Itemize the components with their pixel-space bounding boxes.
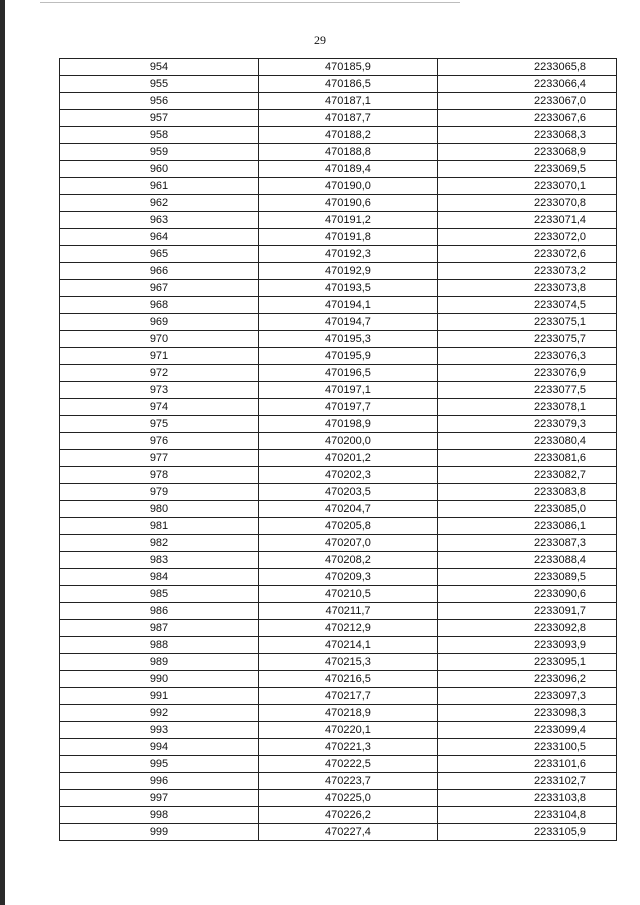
y-coordinate-cell: 2233079,3: [438, 416, 617, 433]
x-coordinate-cell: 470227,4: [259, 824, 438, 841]
y-coordinate-cell: 2233078,1: [438, 399, 617, 416]
table-row: [60, 620, 617, 637]
table-row: [60, 93, 617, 110]
y-coordinate-cell: 2233073,2: [438, 263, 617, 280]
y-coordinate-cell: 2233087,3: [438, 535, 617, 552]
x-coordinate-cell: 470186,5: [259, 76, 438, 93]
table-row: [60, 671, 617, 688]
point-number-cell: 991: [60, 688, 259, 705]
x-coordinate-cell: 470222,5: [259, 756, 438, 773]
table-row: [60, 654, 617, 671]
y-coordinate-cell: 2233092,8: [438, 620, 617, 637]
y-coordinate-cell: 2233097,3: [438, 688, 617, 705]
table-row: [60, 484, 617, 501]
table-row: [60, 450, 617, 467]
point-number-cell: 979: [60, 484, 259, 501]
point-number-cell: 995: [60, 756, 259, 773]
point-number-cell: 973: [60, 382, 259, 399]
y-coordinate-cell: 2233066,4: [438, 76, 617, 93]
table-row: [60, 382, 617, 399]
x-coordinate-cell: 470208,2: [259, 552, 438, 569]
y-coordinate-cell: 2233100,5: [438, 739, 617, 756]
point-number-cell: 992: [60, 705, 259, 722]
y-coordinate-cell: 2233095,1: [438, 654, 617, 671]
x-coordinate-cell: 470197,1: [259, 382, 438, 399]
y-coordinate-cell: 2233075,1: [438, 314, 617, 331]
table-row: [60, 127, 617, 144]
x-coordinate-cell: 470209,3: [259, 569, 438, 586]
table-row: [60, 569, 617, 586]
point-number-cell: 957: [60, 110, 259, 127]
point-number-cell: 993: [60, 722, 259, 739]
point-number-cell: 985: [60, 586, 259, 603]
point-number-cell: 997: [60, 790, 259, 807]
point-number-cell: 966: [60, 263, 259, 280]
y-coordinate-cell: 2233089,5: [438, 569, 617, 586]
point-number-cell: 960: [60, 161, 259, 178]
x-coordinate-cell: 470212,9: [259, 620, 438, 637]
y-coordinate-cell: 2233096,2: [438, 671, 617, 688]
table-row: [60, 263, 617, 280]
point-number-cell: 955: [60, 76, 259, 93]
table-row: [60, 178, 617, 195]
x-coordinate-cell: 470191,8: [259, 229, 438, 246]
y-coordinate-cell: 2233105,9: [438, 824, 617, 841]
table-row: [60, 331, 617, 348]
point-number-cell: 976: [60, 433, 259, 450]
y-coordinate-cell: 2233090,6: [438, 586, 617, 603]
table-row: [60, 535, 617, 552]
x-coordinate-cell: 470210,5: [259, 586, 438, 603]
table-row: [60, 790, 617, 807]
y-coordinate-cell: 2233085,0: [438, 501, 617, 518]
point-number-cell: 972: [60, 365, 259, 382]
x-coordinate-cell: 470217,7: [259, 688, 438, 705]
y-coordinate-cell: 2233083,8: [438, 484, 617, 501]
x-coordinate-cell: 470226,2: [259, 807, 438, 824]
table-row: [60, 501, 617, 518]
table-row: [60, 144, 617, 161]
x-coordinate-cell: 470198,9: [259, 416, 438, 433]
table-row: [60, 467, 617, 484]
point-number-cell: 961: [60, 178, 259, 195]
point-number-cell: 981: [60, 518, 259, 535]
x-coordinate-cell: 470188,2: [259, 127, 438, 144]
point-number-cell: 956: [60, 93, 259, 110]
y-coordinate-cell: 2233082,7: [438, 467, 617, 484]
table-row: [60, 552, 617, 569]
x-coordinate-cell: 470195,9: [259, 348, 438, 365]
x-coordinate-cell: 470187,7: [259, 110, 438, 127]
point-number-cell: 971: [60, 348, 259, 365]
x-coordinate-cell: 470200,0: [259, 433, 438, 450]
point-number-cell: 984: [60, 569, 259, 586]
table-row: [60, 59, 617, 76]
y-coordinate-cell: 2233072,0: [438, 229, 617, 246]
y-coordinate-cell: 2233098,3: [438, 705, 617, 722]
x-coordinate-cell: 470218,9: [259, 705, 438, 722]
x-coordinate-cell: 470220,1: [259, 722, 438, 739]
y-coordinate-cell: 2233067,0: [438, 93, 617, 110]
y-coordinate-cell: 2233104,8: [438, 807, 617, 824]
x-coordinate-cell: 470202,3: [259, 467, 438, 484]
point-number-cell: 969: [60, 314, 259, 331]
x-coordinate-cell: 470196,5: [259, 365, 438, 382]
y-coordinate-cell: 2233099,4: [438, 722, 617, 739]
x-coordinate-cell: 470189,4: [259, 161, 438, 178]
point-number-cell: 974: [60, 399, 259, 416]
x-coordinate-cell: 470191,2: [259, 212, 438, 229]
x-coordinate-cell: 470221,3: [259, 739, 438, 756]
x-coordinate-cell: 470207,0: [259, 535, 438, 552]
y-coordinate-cell: 2233080,4: [438, 433, 617, 450]
y-coordinate-cell: 2233086,1: [438, 518, 617, 535]
y-coordinate-cell: 2233075,7: [438, 331, 617, 348]
y-coordinate-cell: 2233103,8: [438, 790, 617, 807]
table-row: [60, 161, 617, 178]
point-number-cell: 998: [60, 807, 259, 824]
point-number-cell: 954: [60, 59, 259, 76]
point-number-cell: 964: [60, 229, 259, 246]
table-row: [60, 229, 617, 246]
point-number-cell: 987: [60, 620, 259, 637]
x-coordinate-cell: 470187,1: [259, 93, 438, 110]
point-number-cell: 996: [60, 773, 259, 790]
y-coordinate-cell: 2233071,4: [438, 212, 617, 229]
table-row: [60, 773, 617, 790]
point-number-cell: 962: [60, 195, 259, 212]
table-row: [60, 722, 617, 739]
y-coordinate-cell: 2233073,8: [438, 280, 617, 297]
table-row: [60, 399, 617, 416]
x-coordinate-cell: 470185,9: [259, 59, 438, 76]
x-coordinate-cell: 470190,0: [259, 178, 438, 195]
table-row: [60, 688, 617, 705]
x-coordinate-cell: 470216,5: [259, 671, 438, 688]
point-number-cell: 959: [60, 144, 259, 161]
y-coordinate-cell: 2233072,6: [438, 246, 617, 263]
table-row: [60, 297, 617, 314]
y-coordinate-cell: 2233091,7: [438, 603, 617, 620]
table-row: [60, 212, 617, 229]
point-number-cell: 958: [60, 127, 259, 144]
x-coordinate-cell: 470192,3: [259, 246, 438, 263]
point-number-cell: 983: [60, 552, 259, 569]
coordinates-table: [59, 58, 617, 841]
point-number-cell: 989: [60, 654, 259, 671]
y-coordinate-cell: 2233077,5: [438, 382, 617, 399]
point-number-cell: 988: [60, 637, 259, 654]
scan-edge-shadow: [0, 0, 5, 905]
x-coordinate-cell: 470203,5: [259, 484, 438, 501]
table-row: [60, 280, 617, 297]
table-row: [60, 739, 617, 756]
table-row: [60, 433, 617, 450]
point-number-cell: 978: [60, 467, 259, 484]
y-coordinate-cell: 2233065,8: [438, 59, 617, 76]
point-number-cell: 986: [60, 603, 259, 620]
y-coordinate-cell: 2233088,4: [438, 552, 617, 569]
table-row: [60, 76, 617, 93]
point-number-cell: 965: [60, 246, 259, 263]
table-row: [60, 756, 617, 773]
table-row: [60, 246, 617, 263]
y-coordinate-cell: 2233067,6: [438, 110, 617, 127]
table-row: [60, 365, 617, 382]
x-coordinate-cell: 470204,7: [259, 501, 438, 518]
scan-top-line: [40, 2, 460, 3]
x-coordinate-cell: 470225,0: [259, 790, 438, 807]
y-coordinate-cell: 2233070,8: [438, 195, 617, 212]
x-coordinate-cell: 470211,7: [259, 603, 438, 620]
x-coordinate-cell: 470192,9: [259, 263, 438, 280]
point-number-cell: 977: [60, 450, 259, 467]
x-coordinate-cell: 470201,2: [259, 450, 438, 467]
point-number-cell: 970: [60, 331, 259, 348]
y-coordinate-cell: 2233069,5: [438, 161, 617, 178]
x-coordinate-cell: 470195,3: [259, 331, 438, 348]
point-number-cell: 975: [60, 416, 259, 433]
page-number: 29: [314, 33, 326, 47]
table-row: [60, 416, 617, 433]
table-row: [60, 195, 617, 212]
y-coordinate-cell: 2233074,5: [438, 297, 617, 314]
point-number-cell: 967: [60, 280, 259, 297]
x-coordinate-cell: 470197,7: [259, 399, 438, 416]
x-coordinate-cell: 470190,6: [259, 195, 438, 212]
coordinates-table-body: [60, 59, 617, 841]
x-coordinate-cell: 470214,1: [259, 637, 438, 654]
table-row: [60, 705, 617, 722]
point-number-cell: 968: [60, 297, 259, 314]
point-number-cell: 994: [60, 739, 259, 756]
x-coordinate-cell: 470194,1: [259, 297, 438, 314]
point-number-cell: 999: [60, 824, 259, 841]
point-number-cell: 990: [60, 671, 259, 688]
table-row: [60, 637, 617, 654]
table-row: [60, 314, 617, 331]
y-coordinate-cell: 2233101,6: [438, 756, 617, 773]
x-coordinate-cell: 470194,7: [259, 314, 438, 331]
y-coordinate-cell: 2233081,6: [438, 450, 617, 467]
x-coordinate-cell: 470188,8: [259, 144, 438, 161]
point-number-cell: 963: [60, 212, 259, 229]
y-coordinate-cell: 2233076,9: [438, 365, 617, 382]
y-coordinate-cell: 2233093,9: [438, 637, 617, 654]
y-coordinate-cell: 2233102,7: [438, 773, 617, 790]
point-number-cell: 980: [60, 501, 259, 518]
y-coordinate-cell: 2233076,3: [438, 348, 617, 365]
y-coordinate-cell: 2233068,3: [438, 127, 617, 144]
x-coordinate-cell: 470205,8: [259, 518, 438, 535]
x-coordinate-cell: 470223,7: [259, 773, 438, 790]
table-row: [60, 110, 617, 127]
table-row: [60, 518, 617, 535]
y-coordinate-cell: 2233068,9: [438, 144, 617, 161]
table-row: [60, 348, 617, 365]
x-coordinate-cell: 470215,3: [259, 654, 438, 671]
y-coordinate-cell: 2233070,1: [438, 178, 617, 195]
table-row: [60, 586, 617, 603]
x-coordinate-cell: 470193,5: [259, 280, 438, 297]
table-row: [60, 603, 617, 620]
table-row: [60, 807, 617, 824]
point-number-cell: 982: [60, 535, 259, 552]
table-row: [60, 824, 617, 841]
